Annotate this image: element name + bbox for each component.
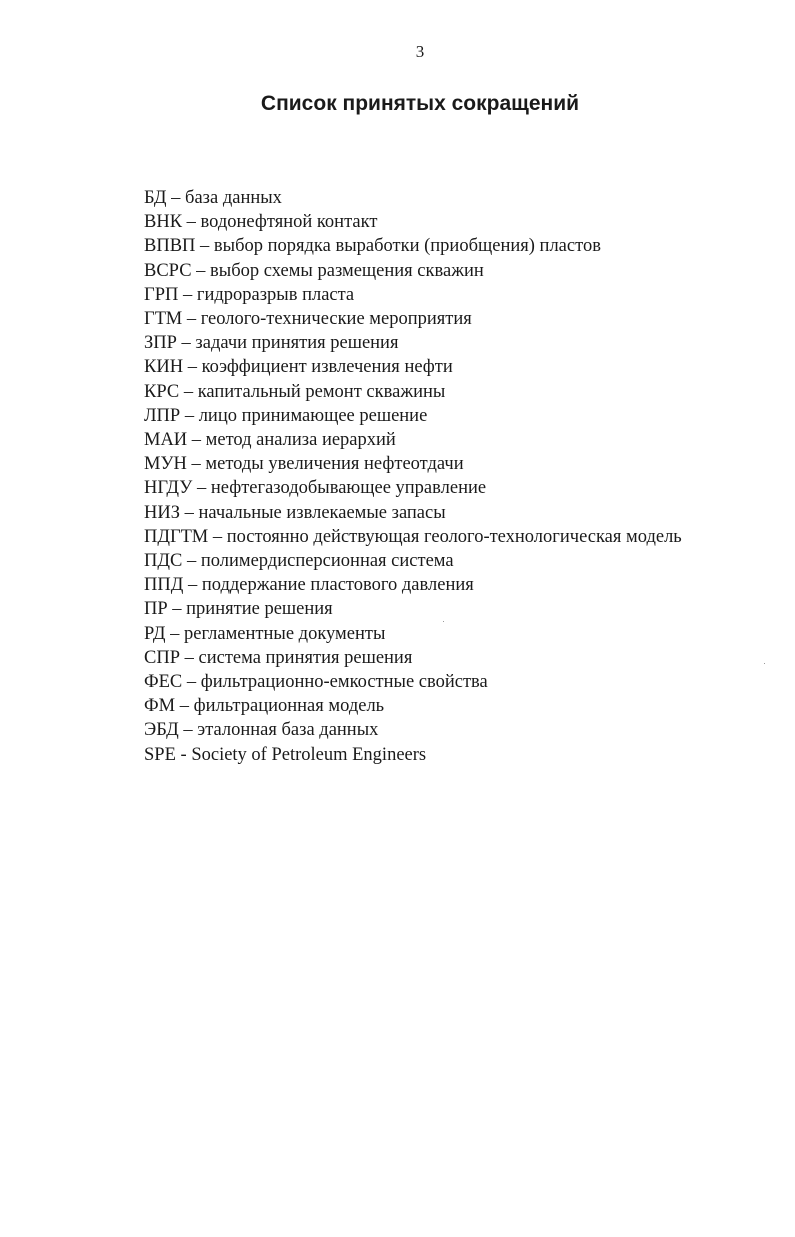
abbreviation-entry — [144, 186, 682, 210]
abbreviation-separator: – — [180, 647, 199, 668]
abbreviation-entry — [144, 259, 682, 283]
abbreviation-separator: – — [187, 430, 206, 451]
abbreviation-definition: регламентные документы — [184, 623, 386, 644]
abbreviation-term: ПР — [144, 599, 168, 620]
abbreviation-term: ЗПР — [144, 333, 177, 354]
abbreviation-term: МУН — [144, 454, 187, 475]
abbreviation-entry — [144, 428, 682, 452]
abbreviation-definition: методы увеличения нефтеотдачи — [205, 454, 464, 475]
abbreviation-entry — [144, 404, 682, 428]
abbreviation-entry — [144, 234, 682, 258]
abbreviation-term: КРС — [144, 381, 180, 402]
abbreviation-separator: – — [182, 672, 201, 693]
abbreviation-separator: – — [176, 333, 196, 354]
abbreviation-separator: – — [178, 284, 197, 305]
abbreviation-entry — [144, 646, 682, 670]
abbreviation-separator: – — [180, 502, 199, 523]
abbreviation-entry — [144, 622, 682, 646]
abbreviation-term: ЭБД — [144, 720, 179, 741]
abbreviation-entry — [144, 355, 682, 379]
abbreviation-separator: – — [186, 454, 206, 475]
abbreviation-term: НИЗ — [144, 502, 180, 523]
abbreviation-term: ПДС — [144, 551, 183, 572]
abbreviation-separator: – — [167, 599, 187, 620]
abbreviation-separator: – — [178, 720, 198, 741]
abbreviation-separator: – — [180, 405, 199, 426]
abbreviation-separator: – — [166, 188, 186, 208]
abbreviation-definition: нефтегазодобывающее управление — [210, 478, 487, 499]
abbreviation-entry — [144, 476, 682, 500]
abbreviation-entry — [144, 283, 682, 307]
abbreviation-separator: – — [183, 575, 202, 596]
abbreviation-separator: – — [179, 381, 198, 402]
abbreviation-definition: принятие решения — [186, 599, 333, 620]
abbreviation-definition: коэффициент извлечения нефти — [201, 357, 453, 378]
abbreviation-term: SPE — [144, 744, 176, 765]
abbreviation-entry — [144, 210, 682, 234]
abbreviation-list — [144, 186, 682, 767]
abbreviation-definition: гидроразрыв пласта — [196, 284, 355, 305]
abbreviation-term: ВНК — [144, 212, 183, 233]
page-number: 3 — [415, 42, 425, 61]
abbreviation-term: КИН — [144, 357, 184, 378]
abbreviation-term: НГДУ — [144, 478, 193, 499]
abbreviation-separator: - — [175, 744, 192, 765]
abbreviation-term: ВПВП — [144, 236, 196, 257]
abbreviation-definition: система принятия решения — [198, 647, 413, 668]
abbreviation-separator: – — [192, 478, 211, 499]
abbreviation-definition: задачи принятия решения — [195, 333, 399, 354]
abbreviation-entry — [144, 597, 682, 621]
abbreviation-term: МАИ — [144, 430, 188, 451]
abbreviation-separator: – — [182, 309, 201, 330]
abbreviation-definition: метод анализа иерархий — [205, 430, 396, 451]
abbreviation-definition: фильтрационная модель — [193, 696, 385, 717]
abbreviation-term: РД — [144, 623, 166, 644]
abbreviation-separator: – — [175, 696, 194, 717]
abbreviation-entry — [144, 525, 682, 549]
abbreviation-term: ФМ — [144, 696, 176, 717]
abbreviation-definition: эталонная база данных — [197, 720, 379, 741]
abbreviation-definition: полимердисперсионная система — [200, 551, 454, 572]
abbreviation-separator: – — [165, 623, 185, 644]
abbreviation-term: ГТМ — [144, 309, 183, 330]
abbreviation-entry — [144, 694, 682, 718]
abbreviation-entry — [144, 573, 682, 597]
scan-speck — [764, 663, 765, 664]
abbreviation-term: БД — [144, 188, 167, 208]
abbreviation-definition: база данных — [185, 188, 282, 208]
abbreviation-entry — [144, 743, 682, 767]
abbreviation-entry — [144, 501, 682, 525]
abbreviation-entry — [144, 549, 682, 573]
abbreviation-definition: начальные извлекаемые запасы — [198, 502, 446, 523]
abbreviation-term: ВСРС — [144, 260, 192, 281]
abbreviation-separator: – — [195, 236, 214, 257]
abbreviation-entry — [144, 307, 682, 331]
abbreviation-definition: Society of Petroleum Engineers — [191, 744, 427, 765]
abbreviation-definition: поддержание пластового давления — [201, 575, 474, 596]
abbreviation-term: ЛПР — [144, 405, 181, 426]
abbreviation-term: СПР — [144, 647, 180, 668]
abbreviation-definition: водонефтяной контакт — [200, 212, 378, 233]
abbreviation-term: ПДГТМ — [144, 526, 209, 547]
abbreviation-entry — [144, 718, 682, 742]
abbreviation-definition: выбор схемы размещения скважин — [210, 260, 484, 281]
scan-speck — [443, 621, 444, 622]
abbreviation-separator: – — [208, 526, 227, 547]
abbreviation-separator: – — [182, 551, 201, 572]
abbreviation-entry — [144, 452, 682, 476]
abbreviation-term: ГРП — [144, 284, 179, 305]
abbreviation-definition: капитальный ремонт скважины — [197, 381, 446, 402]
abbreviation-entry — [144, 331, 682, 355]
abbreviation-separator: – — [191, 260, 211, 281]
abbreviation-definition: выбор порядка выработки (приобщения) пластов — [213, 236, 601, 257]
abbreviation-separator: – — [182, 212, 201, 233]
abbreviation-definition: фильтрационно-емкостные свойства — [200, 672, 488, 693]
abbreviation-definition: лицо принимающее решение — [198, 405, 428, 426]
abbreviation-definition: геолого-технические мероприятия — [200, 309, 472, 330]
abbreviation-entry — [144, 380, 682, 404]
abbreviation-separator: – — [183, 357, 202, 378]
abbreviation-entry — [144, 670, 682, 694]
page-title: Список принятых сокращений — [260, 92, 580, 115]
abbreviation-term: ППД — [144, 575, 184, 596]
abbreviation-definition: постоянно действующая геолого-технологическая модель — [226, 526, 682, 547]
abbreviation-term: ФЕС — [144, 672, 183, 693]
